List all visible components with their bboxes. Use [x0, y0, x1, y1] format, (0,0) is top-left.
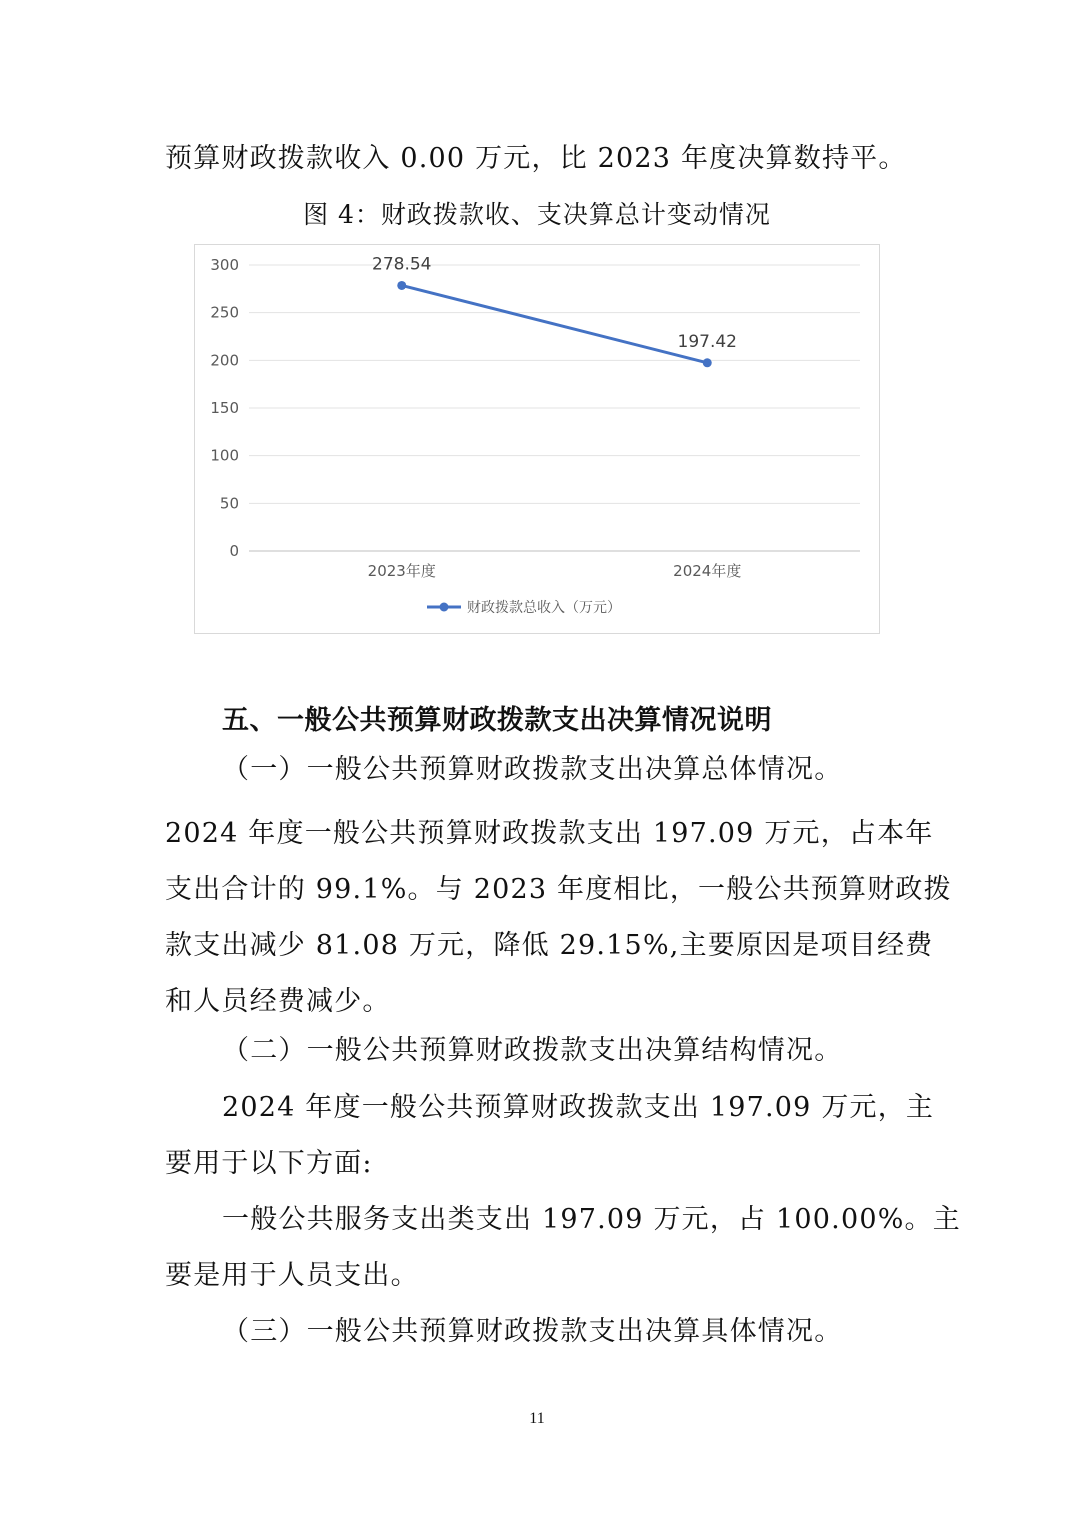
- legend-label: 财政拨款总收入（万元）: [467, 600, 621, 616]
- paragraph-line: 支出合计的 99.1%。与 2023 年度相比，一般公共预算财政拨: [165, 874, 952, 905]
- y-tick-label: 100: [210, 446, 239, 465]
- figure-caption: 图 4：财政拨款收、支决算总计变动情况: [303, 200, 771, 229]
- paragraph-line: 和人员经费减少。: [165, 986, 391, 1017]
- data-label: 197.42: [677, 331, 737, 352]
- y-tick-label: 300: [210, 256, 239, 274]
- y-tick-label: 0: [229, 542, 239, 560]
- subsection-2-title: （二）一般公共预算财政拨款支出决算结构情况。: [222, 1035, 843, 1066]
- line-chart: [194, 244, 880, 634]
- y-tick-label: 50: [219, 494, 239, 513]
- y-tick-label: 150: [210, 399, 239, 417]
- x-tick-label: 2023年度: [367, 562, 436, 580]
- paragraph-line: 要用于以下方面:: [165, 1148, 373, 1179]
- paragraph-line: 要是用于人员支出。: [165, 1260, 419, 1291]
- page-number: 11: [529, 1410, 545, 1427]
- data-point: [397, 281, 406, 290]
- section-title: 五、一般公共预算财政拨款支出决算情况说明: [222, 705, 772, 736]
- subsection-1-title: （一）一般公共预算财政拨款支出决算总体情况。: [222, 754, 843, 785]
- paragraph-line: 一般公共服务支出类支出 197.09 万元，占 100.00%。主: [222, 1204, 961, 1235]
- y-tick-label: 250: [210, 303, 239, 322]
- line-chart-svg: [195, 245, 881, 635]
- intro-line: 预算财政拨款收入 0.00 万元，比 2023 年度决算数持平。: [165, 143, 907, 174]
- x-tick-label: 2024年度: [673, 562, 742, 580]
- subsection-3-title: （三）一般公共预算财政拨款支出决算具体情况。: [222, 1316, 843, 1347]
- paragraph-line: 2024 年度一般公共预算财政拨款支出 197.09 万元，主: [222, 1092, 935, 1123]
- legend-marker: [440, 603, 449, 612]
- series-line: [402, 285, 708, 362]
- y-tick-label: 200: [210, 351, 239, 370]
- paragraph-line: 款支出减少 81.08 万元，降低 29.15%,主要原因是项目经费: [165, 930, 934, 961]
- data-label: 278.54: [372, 254, 432, 275]
- data-point: [703, 358, 712, 367]
- paragraph-line: 2024 年度一般公共预算财政拨款支出 197.09 万元，占本年: [165, 818, 934, 849]
